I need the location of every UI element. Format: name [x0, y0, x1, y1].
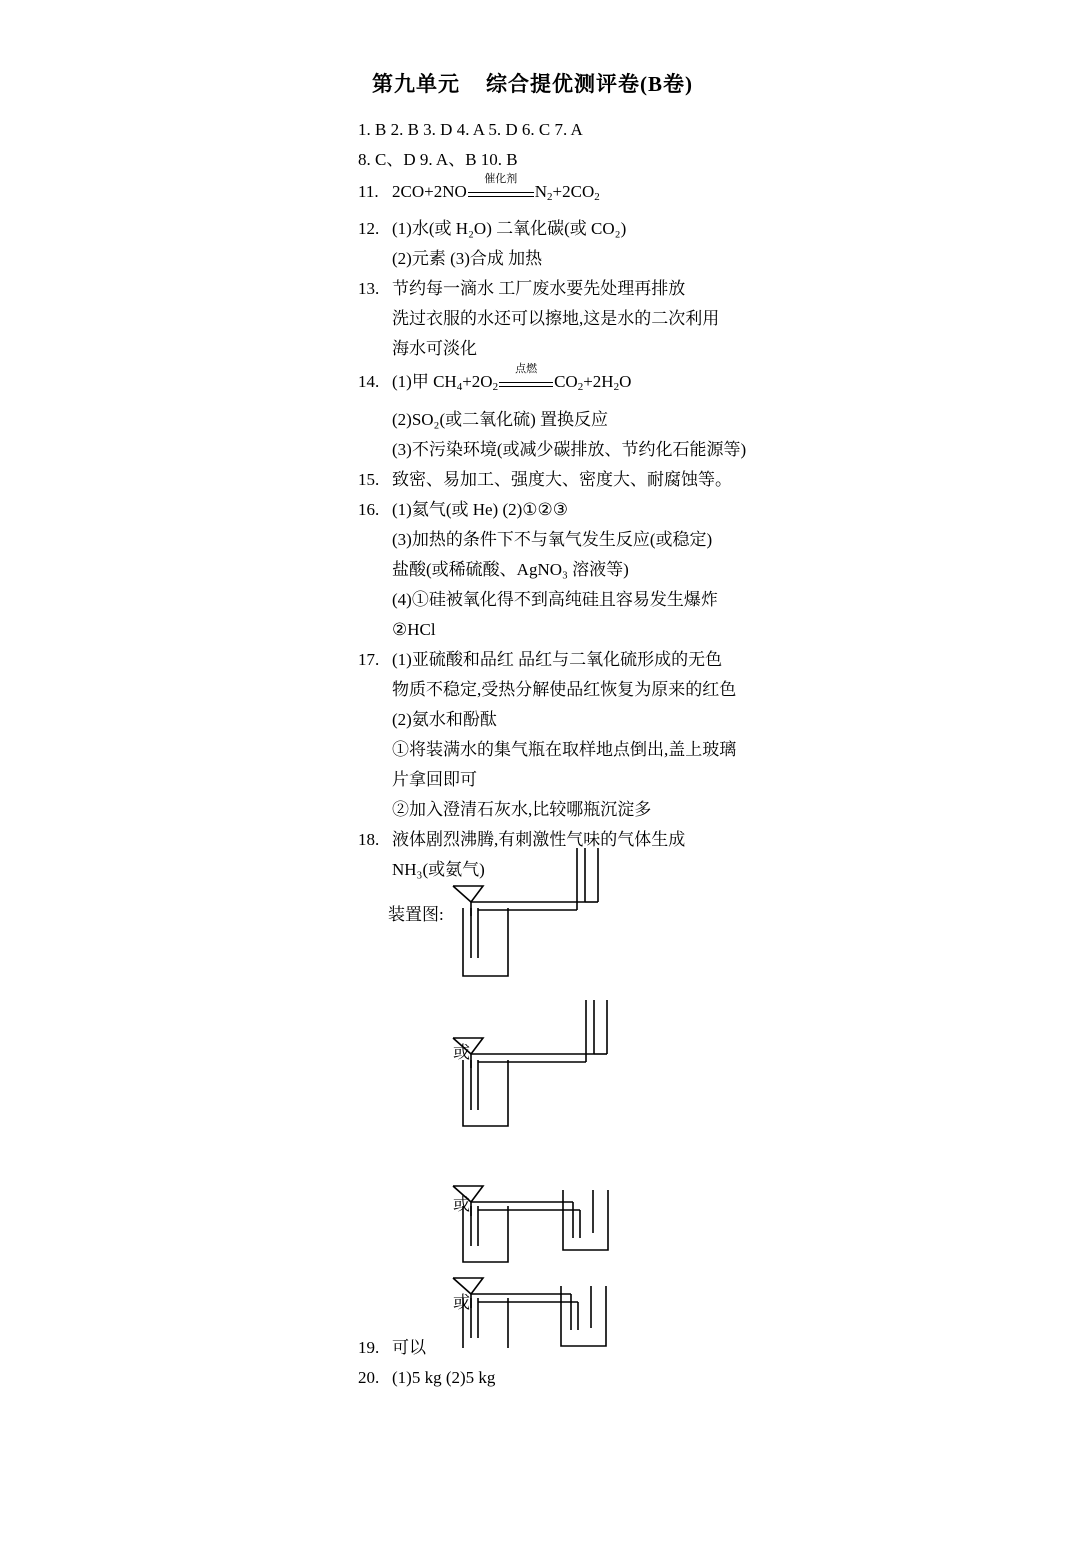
q20-text: (1)5 kg (2)5 kg — [392, 1368, 496, 1387]
answer-q17-line4: ①将装满水的集气瓶在取样地点倒出,盖上玻璃 — [392, 740, 737, 759]
alt-label-1: 或 — [453, 1043, 470, 1062]
q11-number: 11. — [358, 182, 379, 201]
answer-q12-line1 — [358, 214, 958, 244]
answer-q16-line4: (4)①硅被氧化得不到高纯硅且容易发生爆炸 — [392, 590, 718, 609]
q17-text-1: (1)亚硫酸和品红 品红与二氧化硫形成的无色 — [392, 650, 723, 669]
answer-q18-line2: NH₃(或氨气) — [392, 860, 485, 879]
q11-right-sub: 2 — [547, 191, 553, 203]
q14-sub-3: 2 — [577, 381, 584, 393]
q17-number: 17. — [358, 650, 380, 669]
answer-q16-line5: ②HCl — [392, 620, 436, 639]
q14-mid: +2O — [462, 372, 493, 391]
q16-text-1: (1)氦气(或 He) (2)①②③ — [392, 500, 569, 519]
answers-body — [358, 115, 958, 885]
q14-post3: O — [619, 372, 632, 391]
answer-q17-line6: ②加入澄清石灰水,比较哪瓶沉淀多 — [392, 800, 652, 819]
answers-tail — [358, 1333, 958, 1393]
q11-right-post-sub: 2 — [594, 191, 600, 203]
answer-q14-line1 — [358, 364, 958, 405]
q13-number: 13. — [358, 279, 380, 298]
q15-number: 15. — [358, 470, 380, 489]
q18-text-1: 液体剧烈沸腾,有刺激性气味的气体生成 — [392, 830, 686, 849]
q14-sub-2: 2 — [492, 381, 499, 393]
q20-number: 20. — [358, 1368, 380, 1387]
alt-label-2: 或 — [453, 1195, 470, 1214]
answer-q13-line2: 洗过衣服的水还可以擦地,这是水的二次利用 — [392, 309, 720, 328]
title-unit: 第九单元 — [372, 72, 460, 96]
q11-right-post: +2CO — [552, 182, 595, 201]
answer-q13-line3: 海水可淡化 — [392, 339, 477, 358]
q19-text: 可以 — [392, 1338, 426, 1357]
q14-pre: (1)甲 CH — [392, 372, 457, 391]
apparatus-svg — [358, 838, 978, 1348]
answer-q16-line3: 盐酸(或稀硫酸、AgNO₃ 溶液等) — [392, 560, 629, 579]
q18-number: 18. — [358, 830, 380, 849]
apparatus-figures — [358, 838, 978, 1348]
answer-q13-line1 — [358, 274, 958, 304]
q14-sub-1: 4 — [456, 381, 463, 393]
q12-number: 12. — [358, 219, 380, 238]
q15-text: 致密、易加工、强度大、密度大、耐腐蚀等。 — [392, 470, 732, 489]
q14-sub-4: 2 — [613, 381, 620, 393]
answer-q12-line2: (2)元素 (3)合成 加热 — [392, 249, 543, 268]
answer-line-8-10: 8. C、D 9. A、B 10. B — [358, 150, 518, 169]
answer-q14-line3: (3)不污染环境(或减少碳排放、节约化石能源等) — [392, 440, 747, 459]
title-paper: 综合提优测评卷(B卷) — [486, 72, 693, 96]
answer-q16-line1 — [358, 495, 958, 525]
answer-q16-line2: (3)加热的条件下不与氧气发生反应(或稳定) — [392, 530, 713, 549]
answer-q20 — [358, 1363, 958, 1393]
answer-q11 — [358, 175, 958, 214]
page-title — [0, 68, 1065, 98]
q12-text-1: (1)水(或 H₂O) 二氧化碳(或 CO₂) — [392, 219, 627, 238]
reaction-arrow-catalyst: 催化剂 — [468, 184, 534, 202]
answer-q17-line3: (2)氨水和酚酞 — [392, 710, 497, 729]
answer-line-1-7: 1. B 2. B 3. D 4. A 5. D 6. C 7. A — [358, 120, 583, 139]
answer-q17-line2: 物质不稳定,受热分解使品红恢复为原来的红色 — [392, 680, 737, 699]
q14-post2: +2H — [583, 372, 614, 391]
device-diagram-label: 装置图: — [388, 905, 444, 924]
alt-label-3: 或 — [453, 1293, 470, 1312]
answer-q19 — [358, 1333, 958, 1363]
answer-q17-line5: 片拿回即可 — [392, 770, 477, 789]
answer-q17-line1 — [358, 645, 958, 675]
reaction-arrow-ignite: 点燃 — [499, 374, 553, 392]
q19-number: 19. — [358, 1338, 380, 1357]
q16-number: 16. — [358, 500, 380, 519]
answer-q14-line2: (2)SO₂(或二氧化硫) 置换反应 — [392, 410, 609, 429]
q14-post: CO — [554, 372, 578, 391]
answer-q15-line1 — [358, 465, 958, 495]
q14-number: 14. — [358, 372, 380, 391]
q11-right-pre: N — [534, 182, 548, 201]
q11-left: 2CO+2NO — [392, 182, 467, 201]
q13-text-1: 节约每一滴水 工厂废水要先处理再排放 — [392, 279, 686, 298]
